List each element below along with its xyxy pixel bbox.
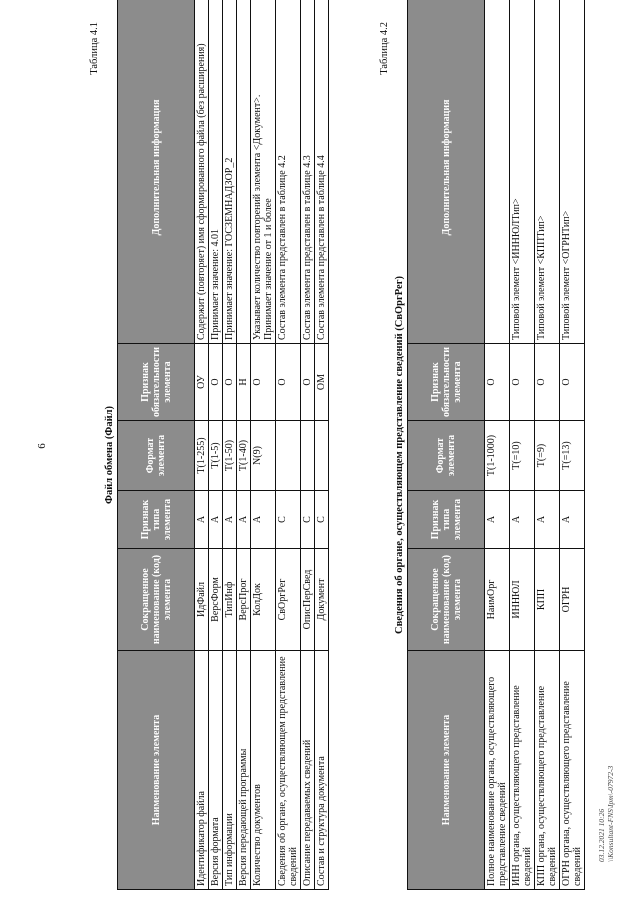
table-4-1-block — [88, 20, 329, 890]
cell-info: Указывает количество повторений элемента <Документ>. Принимает значение от 1 и более — [251, 0, 276, 344]
cell-name: Состав и структура документа — [315, 651, 329, 890]
cell-name: ИНН органа, осуществляющего представление сведений — [510, 651, 535, 890]
table-row — [315, 0, 329, 890]
cell-type: А — [251, 491, 276, 549]
cell-info — [237, 0, 251, 344]
header-info: Дополнительная информация — [408, 0, 485, 344]
cell-code: СвОргРег — [276, 549, 301, 651]
cell-required: О — [209, 344, 223, 421]
table-row — [301, 0, 315, 890]
table-4-2-block — [378, 20, 585, 890]
cell-name: Тип информации — [223, 651, 237, 890]
footer-date: 03.12.2021 10:26 — [597, 808, 606, 862]
cell-name: Сведения об органе, осуществляющем представление сведений — [276, 651, 301, 890]
cell-info: Содержит (повторяет) имя сформированного файла (без расширения) — [195, 0, 209, 344]
header-required: Признак обязательности элемента — [118, 344, 195, 421]
cell-name: Полное наименование органа, осуществляющего представление сведений — [485, 651, 510, 890]
cell-format: T(1-255) — [195, 421, 209, 491]
cell-name: Версия формата — [209, 651, 223, 890]
cell-required: ОУ — [195, 344, 209, 421]
cell-code: КолДок — [251, 549, 276, 651]
cell-info: Состав элемента представлен в таблице 4.2 — [276, 0, 301, 344]
cell-format: T(1-40) — [237, 421, 251, 491]
header-type: Признак типа элемента — [408, 491, 485, 549]
table-row — [560, 0, 585, 890]
cell-info: Состав элемента представлен в таблице 4.3 — [301, 0, 315, 344]
cell-required: О — [485, 344, 510, 421]
cell-format — [301, 421, 315, 491]
table-row — [485, 0, 510, 890]
cell-required: О — [535, 344, 560, 421]
cell-required: ОМ — [315, 344, 329, 421]
cell-info: Принимает значение: ГОСЗЕМНАДЗОР_2 — [223, 0, 237, 344]
header-type: Признак типа элемента — [118, 491, 195, 549]
table-number: Таблица 4.1 — [89, 22, 100, 75]
elements-table — [117, 0, 329, 890]
cell-name: Идентификатор файла — [195, 651, 209, 890]
cell-code: ИдФайл — [195, 549, 209, 651]
cell-code: ВерсПрог — [237, 549, 251, 651]
cell-info — [485, 0, 510, 344]
table-row — [535, 0, 560, 890]
table-row — [276, 0, 301, 890]
cell-type: С — [301, 491, 315, 549]
table-row — [209, 0, 223, 890]
cell-format — [276, 421, 301, 491]
cell-type: А — [560, 491, 585, 549]
cell-required: О — [223, 344, 237, 421]
cell-name: Количество документов — [251, 651, 276, 890]
cell-code: ТипИнф — [223, 549, 237, 651]
header-code: Сокращенное наименование (код) элемента — [118, 549, 195, 651]
cell-type: С — [315, 491, 329, 549]
header-info: Дополнительная информация — [118, 0, 195, 344]
cell-code: КПП — [535, 549, 560, 651]
cell-info: Типовой элемент <ИННЮЛТип> — [510, 0, 535, 344]
cell-format: T(1-5) — [209, 421, 223, 491]
cell-code: ОписПерСвед — [301, 549, 315, 651]
cell-format: T(1-1000) — [485, 421, 510, 491]
cell-type: А — [535, 491, 560, 549]
cell-name: Описание передаваемых сведений — [301, 651, 315, 890]
cell-code: ОГРН — [560, 549, 585, 651]
cell-required: О — [276, 344, 301, 421]
cell-type: С — [276, 491, 301, 549]
cell-required: Н — [237, 344, 251, 421]
cell-code: ИННЮЛ — [510, 549, 535, 651]
cell-format: T(=10) — [510, 421, 535, 491]
table-number: Таблица 4.2 — [379, 22, 390, 75]
cell-type: А — [209, 491, 223, 549]
cell-type: А — [223, 491, 237, 549]
cell-name: КПП органа, осуществляющего представление сведений — [535, 651, 560, 890]
cell-name: ОГРН органа, осуществляющего представление сведений — [560, 651, 585, 890]
cell-format: N(9) — [251, 421, 276, 491]
cell-required: О — [301, 344, 315, 421]
cell-code: НаимОрг — [485, 549, 510, 651]
cell-required: О — [251, 344, 276, 421]
cell-info: Состав элемента представлен в таблице 4.4 — [315, 0, 329, 344]
cell-format — [315, 421, 329, 491]
cell-info: Типовой элемент <КППТип> — [535, 0, 560, 344]
cell-name: Версия передающей программы — [237, 651, 251, 890]
header-name: Наименование элемента — [118, 651, 195, 890]
table-row — [237, 0, 251, 890]
org-info-table — [407, 0, 585, 890]
cell-info: Принимает значение: 4.01 — [209, 0, 223, 344]
table-title: Сведения об органе, осуществляющем представление сведений (СвОргРег) — [394, 276, 405, 634]
cell-format: T(1-50) — [223, 421, 237, 491]
header-code: Сокращенное наименование (код) элемента — [408, 549, 485, 651]
header-format: Формат элемента — [408, 421, 485, 491]
table-row — [195, 0, 209, 890]
table-row — [510, 0, 535, 890]
cell-code: ВерсФорм — [209, 549, 223, 651]
cell-format: T(=13) — [560, 421, 585, 491]
cell-required: О — [560, 344, 585, 421]
cell-type: А — [510, 491, 535, 549]
cell-required: О — [510, 344, 535, 421]
header-required: Признак обязательности элемента — [408, 344, 485, 421]
cell-info: Типовой элемент <ОГРНТип> — [560, 0, 585, 344]
table-row — [251, 0, 276, 890]
cell-code: Документ — [315, 549, 329, 651]
cell-type: А — [237, 491, 251, 549]
cell-type: А — [195, 491, 209, 549]
cell-type: А — [485, 491, 510, 549]
footer-path: \\Konsultant-FNS\Ipm\-07972-3 — [606, 765, 615, 862]
cell-format: T(=9) — [535, 421, 560, 491]
table-row — [223, 0, 237, 890]
header-format: Формат элемента — [118, 421, 195, 491]
header-name: Наименование элемента — [408, 651, 485, 890]
table-title: Файл обмена (Файл) — [104, 405, 115, 505]
